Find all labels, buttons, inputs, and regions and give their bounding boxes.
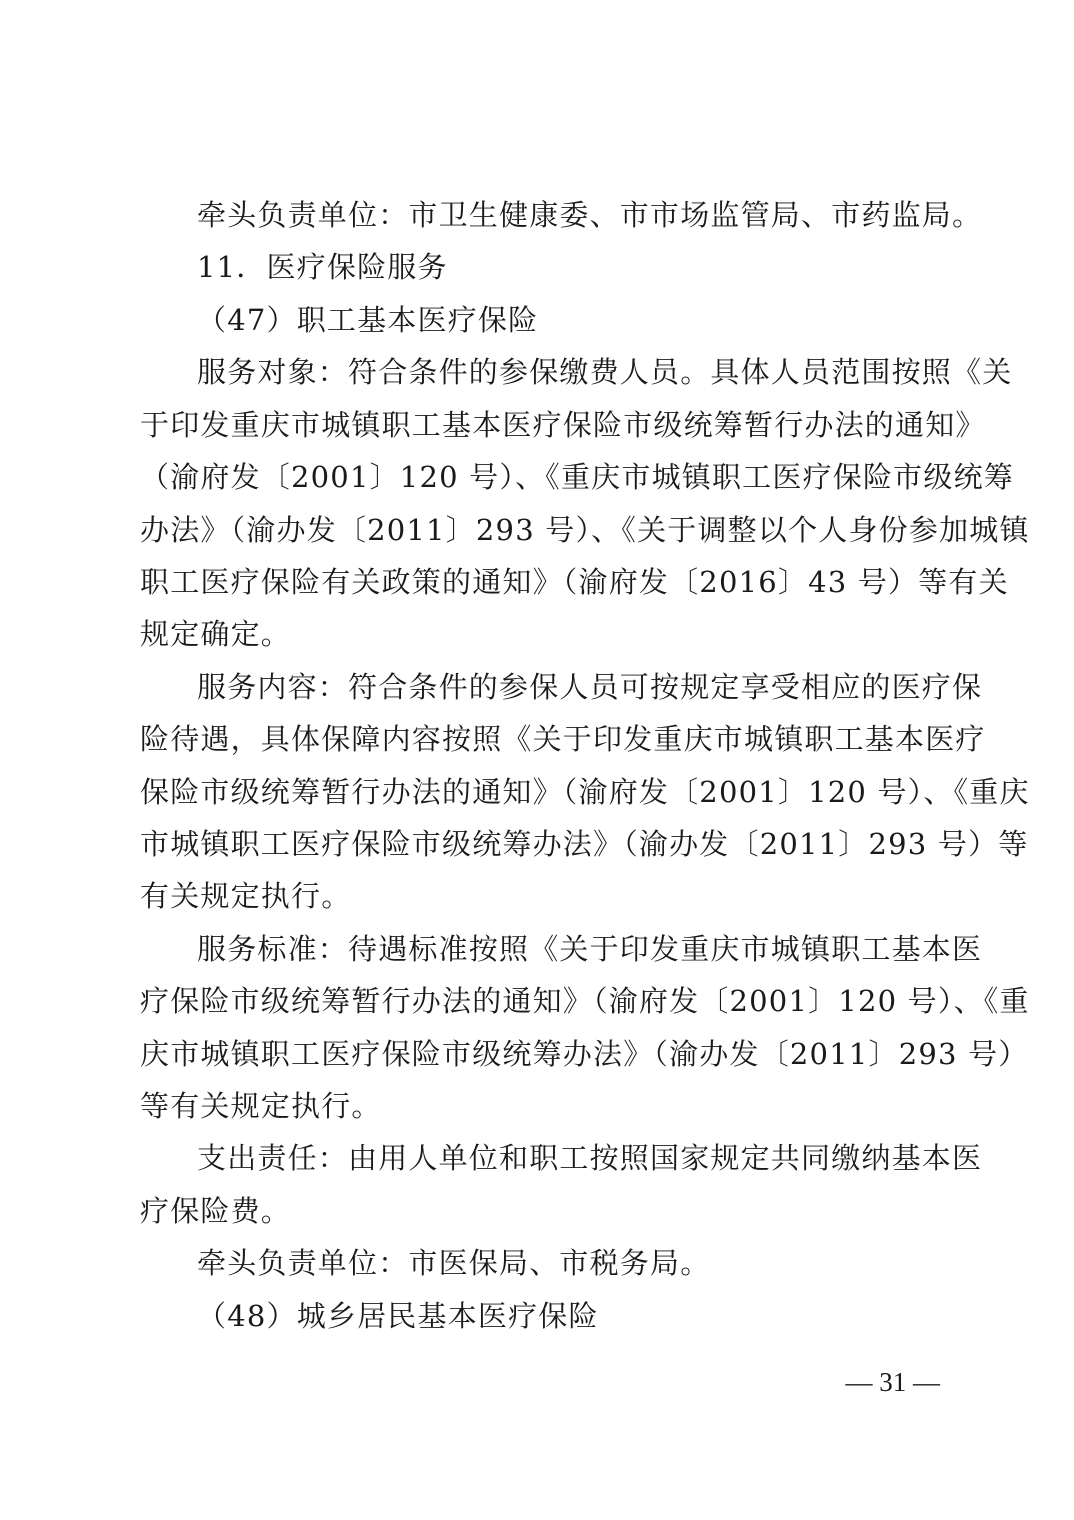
text-line: 办法》（渝办发〔2011〕293 号）、《关于调整以个人身份参加城镇 xyxy=(140,513,1030,547)
text-line: （渝府发〔2001〕120 号）、《重庆市城镇职工医疗保险市级统筹 xyxy=(140,460,1014,494)
text-line: 庆市城镇职工医疗保险市级统筹办法》（渝办发〔2011〕293 号） xyxy=(140,1037,1029,1071)
text-line: 疗保险市级统筹暂行办法的通知》（渝府发〔2001〕120 号）、《重 xyxy=(140,984,1030,1018)
text-line: 服务标准：待遇标准按照《关于印发重庆市城镇职工基本医 xyxy=(197,932,983,966)
text-line: 保险市级统筹暂行办法的通知》（渝府发〔2001〕120 号）、《重庆 xyxy=(140,775,1030,809)
subsection-heading: （47）职工基本医疗保险 xyxy=(197,303,539,337)
text-line: 疗保险费。 xyxy=(140,1194,292,1228)
text-line: 市城镇职工医疗保险市级统筹办法》（渝办发〔2011〕293 号）等 xyxy=(140,827,1029,861)
text-line: 牵头负责单位：市卫生健康委、市市场监管局、市药监局。 xyxy=(197,198,983,232)
text-line: 服务对象：符合条件的参保缴费人员。具体人员范围按照《关 xyxy=(197,355,1013,389)
text-line: 牵头负责单位：市医保局、市税务局。 xyxy=(197,1246,711,1280)
text-line: 服务内容：符合条件的参保人员可按规定享受相应的医疗保 xyxy=(197,670,983,704)
text-line: 职工医疗保险有关政策的通知》（渝府发〔2016〕43 号）等有关 xyxy=(140,565,1009,599)
text-line: 规定确定。 xyxy=(140,617,292,651)
text-line: 支出责任：由用人单位和职工按照国家规定共同缴纳基本医 xyxy=(197,1141,983,1175)
text-line: 险待遇，具体保障内容按照《关于印发重庆市城镇职工基本医疗 xyxy=(140,722,986,756)
subsection-heading: （48）城乡居民基本医疗保险 xyxy=(197,1299,599,1333)
page-number: — 31 — xyxy=(845,1367,940,1397)
text-line: 于印发重庆市城镇职工基本医疗保险市级统筹暂行办法的通知》 xyxy=(140,408,986,442)
text-line: 等有关规定执行。 xyxy=(140,1089,382,1123)
text-line: 有关规定执行。 xyxy=(140,879,352,913)
section-heading: 11．医疗保险服务 xyxy=(197,250,448,284)
